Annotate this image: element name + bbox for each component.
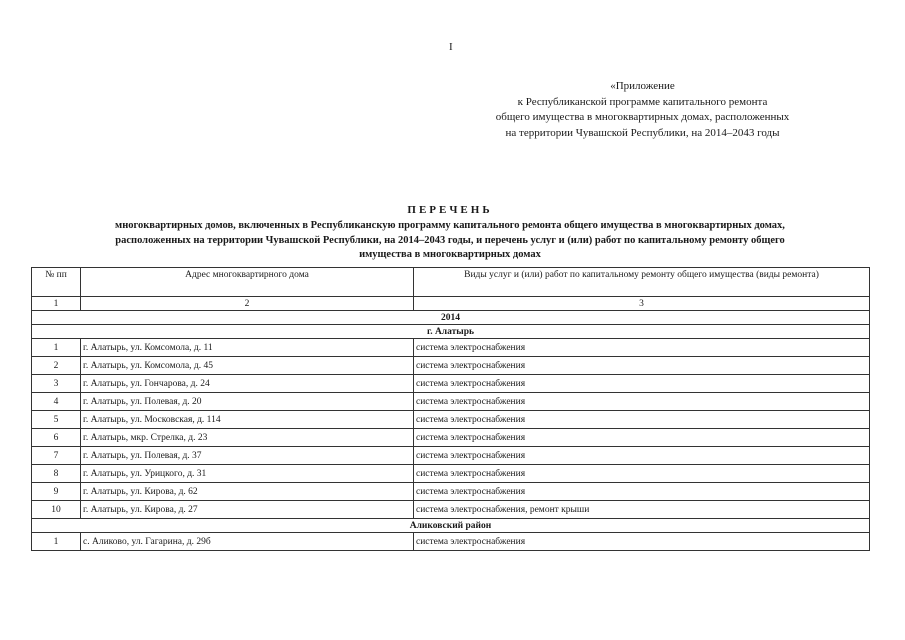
table-header-row: [32, 268, 870, 297]
row-address: г. Алатырь, ул. Московская, д. 114: [81, 411, 414, 429]
row-works: система электроснабжения: [414, 465, 870, 483]
row-address: г. Алатырь, ул. Комсомола, д. 11: [81, 339, 414, 357]
column-number: 2: [81, 297, 414, 311]
row-number: 8: [32, 465, 81, 483]
row-address: г. Алатырь, ул. Гончарова, д. 24: [81, 375, 414, 393]
row-works: система электроснабжения: [414, 393, 870, 411]
row-number: 1: [32, 533, 81, 551]
appendix-line: на территории Чувашской Республики, на 2014–2043 годы: [505, 126, 780, 139]
header-address: Адрес многоквартирного дома: [81, 268, 414, 297]
table-row: [32, 483, 870, 501]
page-number: I: [449, 41, 453, 53]
row-address: г. Алатырь, ул. Полевая, д. 20: [81, 393, 414, 411]
table-row: [32, 375, 870, 393]
row-number: 4: [32, 393, 81, 411]
row-address: г. Алатырь, ул. Кирова, д. 27: [81, 501, 414, 519]
appendix-line: к Республиканской программе капитального ремонта: [517, 95, 768, 108]
row-number: 5: [32, 411, 81, 429]
column-number: 1: [32, 297, 81, 311]
table-row: [32, 465, 870, 483]
appendix-line: общего имущества в многоквартирных домах, расположенных: [495, 111, 790, 123]
subtitle-line: расположенных на территории Чувашской Республики, на 2014–2043 годы, и перечень услуг и (или) работ по капитальному ремонту общего: [115, 234, 785, 246]
group-row: [32, 325, 870, 339]
row-address: г. Алатырь, ул. Урицкого, д. 31: [81, 465, 414, 483]
row-address: г. Алатырь, мкр. Стрелка, д. 23: [81, 429, 414, 447]
appendix-line: «Приложение: [610, 80, 675, 92]
row-works: система электроснабжения: [414, 533, 870, 551]
document-subtitle: [40, 219, 860, 263]
row-works: система электроснабжения: [414, 375, 870, 393]
table-row: [32, 411, 870, 429]
row-works: система электроснабжения: [414, 447, 870, 465]
table-row: [32, 429, 870, 447]
row-number: 2: [32, 357, 81, 375]
row-works: система электроснабжения: [414, 411, 870, 429]
subtitle-line: имущества в многоквартирных домах: [359, 249, 541, 260]
table-row: [32, 447, 870, 465]
row-number: 10: [32, 501, 81, 519]
row-works: система электроснабжения: [414, 339, 870, 357]
table-row: [32, 357, 870, 375]
row-works: система электроснабжения: [414, 483, 870, 501]
document-title: ПЕРЕЧЕНЬ: [407, 204, 493, 216]
table-row: [32, 339, 870, 357]
row-number: 6: [32, 429, 81, 447]
row-number: 9: [32, 483, 81, 501]
row-number: 3: [32, 375, 81, 393]
row-number: 7: [32, 447, 81, 465]
row-address: г. Алатырь, ул. Кирова, д. 62: [81, 483, 414, 501]
row-number: 1: [32, 339, 81, 357]
header-works: Виды услуг и (или) работ по капитальному ремонту общего имущества (виды ремонта): [414, 268, 870, 297]
row-works: система электроснабжения: [414, 429, 870, 447]
header-num: № пп: [32, 268, 81, 297]
houses-table: [31, 267, 870, 551]
row-address: с. Аликово, ул. Гагарина, д. 29б: [81, 533, 414, 551]
group-row: [32, 519, 870, 533]
group-name: Аликовский район: [32, 519, 870, 533]
column-numbers-row: [32, 297, 870, 311]
column-number: 3: [414, 297, 870, 311]
table-body: [32, 311, 870, 551]
year-row: [32, 311, 870, 325]
row-works: система электроснабжения, ремонт крыши: [414, 501, 870, 519]
table-row: [32, 393, 870, 411]
row-address: г. Алатырь, ул. Полевая, д. 37: [81, 447, 414, 465]
subtitle-line: многоквартирных домов, включенных в Республиканскую программу капитального ремонта общего имущества в многоквартирных домах,: [115, 220, 785, 231]
table-row: [32, 533, 870, 551]
group-name: г. Алатырь: [32, 325, 870, 339]
year-cell: 2014: [32, 311, 870, 325]
appendix-block: [470, 79, 815, 141]
row-works: система электроснабжения: [414, 357, 870, 375]
table-row: [32, 501, 870, 519]
row-address: г. Алатырь, ул. Комсомола, д. 45: [81, 357, 414, 375]
